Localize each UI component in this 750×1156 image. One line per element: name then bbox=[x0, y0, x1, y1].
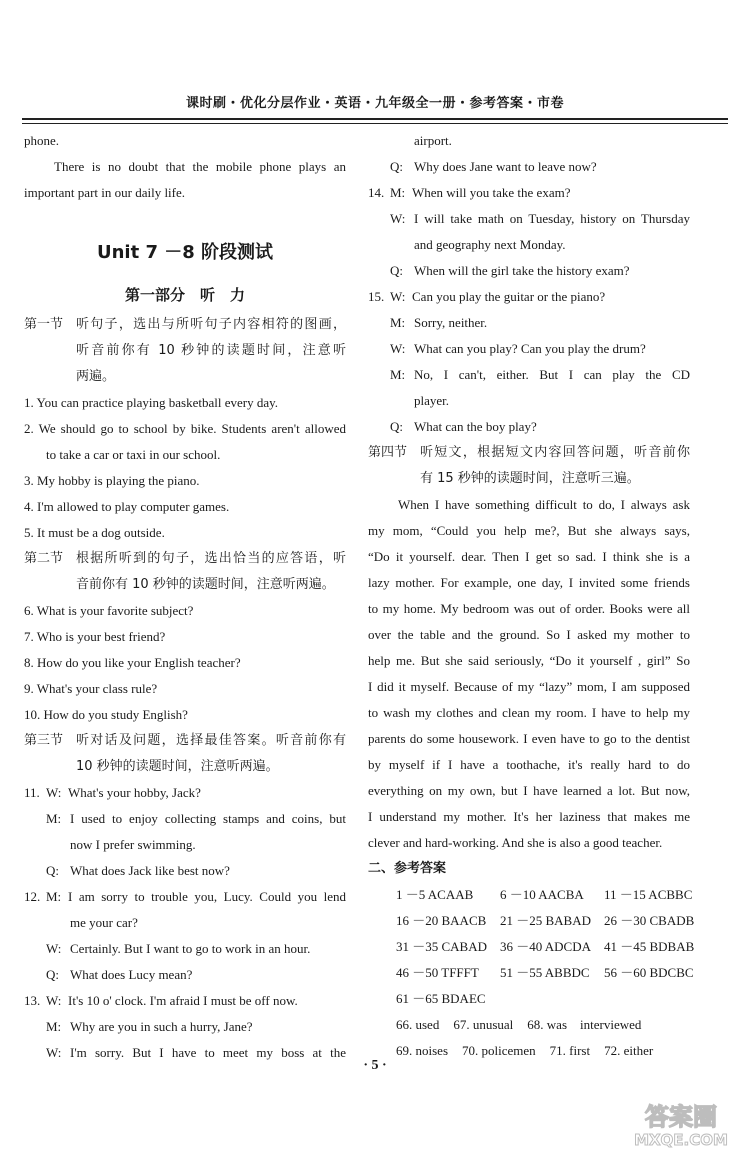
speaker: M: bbox=[46, 889, 62, 904]
dialog-line bbox=[24, 988, 346, 1014]
right-column bbox=[368, 128, 695, 1064]
speaker: M: bbox=[390, 367, 406, 382]
instruction-line: 听音前你有 10 秒钟的读题时间，注意听 bbox=[76, 343, 346, 358]
dialog-text: When will the girl take the history exam? bbox=[414, 263, 630, 278]
speaker: W: bbox=[390, 211, 406, 226]
speaker: Q: bbox=[390, 159, 403, 174]
dialog-line bbox=[24, 962, 346, 988]
dialog-number: 13. bbox=[24, 993, 41, 1008]
speaker: W: bbox=[46, 993, 62, 1008]
instruction-line: 10 秒钟的读题时间，注意听两遍。 bbox=[76, 759, 279, 774]
dialog-number: 14. bbox=[368, 185, 385, 200]
dialog-text: What does Lucy mean? bbox=[70, 967, 193, 982]
passage-line: to my home. My bedroom was out of order. Books were all bbox=[368, 601, 690, 616]
answer-row bbox=[368, 908, 695, 934]
answer-group: 31 －35 CABAD bbox=[396, 939, 488, 954]
dialog-text: I used to enjoy collecting stamps and coins, but bbox=[70, 811, 346, 826]
watermark-url: MXQE.COM bbox=[634, 1131, 728, 1149]
answer-group: 1 －5 ACAAB bbox=[396, 887, 474, 902]
passage-line: to wash my clothes and clean my room. I have to help my bbox=[368, 705, 690, 720]
section-4-instruction bbox=[368, 440, 690, 492]
dialog-number: 11. bbox=[24, 785, 40, 800]
dialog-line bbox=[368, 154, 690, 180]
dialog-text: I will take math on Tuesday, history on Thursday bbox=[414, 211, 690, 226]
running-header: 课时刷・优化分层作业・英语・九年级全一册・参考答案・市卷 bbox=[185, 96, 564, 111]
dialog-text: When will you take the exam? bbox=[412, 185, 571, 200]
section-3-instruction bbox=[24, 728, 346, 780]
watermark-text: 答案圈 bbox=[645, 1103, 717, 1131]
dialog-line bbox=[24, 780, 346, 806]
word-answer: 66. used bbox=[396, 1017, 440, 1032]
left-column bbox=[24, 128, 346, 1066]
header-rule-thin bbox=[22, 123, 728, 124]
section-2-instruction bbox=[24, 546, 346, 598]
passage-line: by myself if I have a toothache, it's really hard to do bbox=[368, 757, 690, 772]
question-item: 8. How do you like your English teacher? bbox=[24, 655, 241, 670]
answers-heading: 二、参考答案 bbox=[368, 861, 447, 876]
speaker bbox=[24, 832, 70, 858]
question-item: 9. What's your class rule? bbox=[24, 681, 158, 696]
instruction-line: 有 15 秒钟的读题时间，注意听三遍。 bbox=[420, 471, 640, 486]
dialog-line bbox=[24, 936, 346, 962]
speaker bbox=[368, 388, 414, 414]
intro-line: important part in our daily life. bbox=[24, 185, 186, 200]
part-title: 第一部分 听 力 bbox=[124, 286, 245, 304]
dialog-text: It's 10 o' clock. I'm afraid I must be off now. bbox=[68, 993, 298, 1008]
answer-group: 41 －45 BDBAB bbox=[604, 939, 695, 954]
instruction-line: 根据所听到的句子，选出恰当的应答语，听 bbox=[76, 551, 346, 566]
answer-group: 46 －50 TFFFT bbox=[396, 965, 479, 980]
speaker: W: bbox=[390, 289, 406, 304]
speaker: M: bbox=[390, 185, 406, 200]
passage-line: “Do it yourself. dear. Then I get so sad. I think she is a bbox=[368, 549, 690, 564]
page-number: · 5 · bbox=[363, 1058, 387, 1073]
dialog-line bbox=[24, 884, 346, 910]
passage-line: everything on my own, but I have learned a lot. But now, bbox=[368, 783, 690, 798]
speaker: Q: bbox=[46, 967, 59, 982]
passage-line: help me. But she said seriously, “Do it yourself , girl” So bbox=[368, 653, 690, 668]
question-item: 2. We should go to school by bike. Students aren't allowed bbox=[24, 421, 346, 436]
section-1-instruction bbox=[24, 312, 346, 390]
passage-line: clever and hard-working. And she is also a good teacher. bbox=[368, 835, 663, 850]
dialog-text: I am sorry to trouble you, Lucy. Could you lend bbox=[68, 889, 346, 904]
answer-row bbox=[368, 960, 694, 986]
speaker bbox=[368, 232, 414, 258]
passage-line: lazy mother. For example, one day, I invited some friends bbox=[368, 575, 690, 590]
dialog-text: No, I can't, either. But I can play the CD bbox=[414, 367, 690, 382]
question-item: 7. Who is your best friend? bbox=[24, 629, 166, 644]
passage-line: over the table and the ground. So I asked my mother to bbox=[368, 627, 690, 642]
dialog-line bbox=[368, 310, 690, 336]
passage-line: When I have something difficult to do, I always ask bbox=[398, 497, 690, 512]
dialog-text: I'm sorry. But I have to meet my boss at the bbox=[70, 1045, 346, 1060]
dialog-text: Can you play the guitar or the piano? bbox=[412, 289, 606, 304]
answer-group: 6 －10 AACBA bbox=[500, 887, 584, 902]
dialog-number: 12. bbox=[24, 889, 41, 904]
intro-line: phone. bbox=[24, 133, 60, 148]
unit-title: Unit 7 －8 阶段测试 bbox=[96, 242, 274, 263]
dialog-line bbox=[368, 128, 690, 154]
answer-group: 16 －20 BAACB bbox=[396, 913, 487, 928]
question-item: 10. How do you study English? bbox=[24, 707, 188, 722]
dialog-text: What's your hobby, Jack? bbox=[68, 785, 201, 800]
speaker: W: bbox=[46, 1045, 62, 1060]
dialog-text: now I prefer swimming. bbox=[70, 837, 196, 852]
question-item: 6. What is your favorite subject? bbox=[24, 603, 194, 618]
question-item: 5. It must be a dog outside. bbox=[24, 525, 165, 540]
answer-group: 21 －25 BABAD bbox=[500, 913, 592, 928]
section-label: 第一节 bbox=[24, 317, 64, 332]
answer-group: 56 －60 BDCBC bbox=[604, 965, 694, 980]
speaker: Q: bbox=[46, 863, 59, 878]
dialog-number: 15. bbox=[368, 289, 385, 304]
word-answer: 72. either bbox=[604, 1043, 654, 1058]
instruction-line: 音前你有 10 秒钟的读题时间，注意听两遍。 bbox=[76, 577, 335, 592]
dialog-line bbox=[24, 1014, 346, 1040]
instruction-line: 听句子，选出与所听句子内容相符的图画， bbox=[76, 317, 346, 332]
dialog-line bbox=[368, 414, 690, 440]
answer-row bbox=[368, 934, 695, 960]
dialog-line bbox=[368, 336, 690, 362]
passage-line: my mom, “Could you help me?, But she always says, bbox=[368, 523, 690, 538]
speaker: W: bbox=[46, 785, 62, 800]
watermark-logo bbox=[618, 1098, 744, 1150]
header-rule bbox=[22, 118, 728, 120]
speaker: Q: bbox=[390, 419, 403, 434]
dialog-text: What does Jack like best now? bbox=[70, 863, 230, 878]
question-item: 3. My hobby is playing the piano. bbox=[24, 473, 200, 488]
speaker bbox=[24, 910, 70, 936]
dialog-text: and geography next Monday. bbox=[414, 237, 566, 252]
answer-group: 26 －30 CBADB bbox=[604, 913, 695, 928]
word-answer: 69. noises bbox=[396, 1043, 448, 1058]
instruction-line: 听对话及问题，选择最佳答案。听音前你有 bbox=[76, 733, 346, 748]
speaker bbox=[368, 128, 414, 154]
dialog-line bbox=[368, 258, 690, 284]
word-answer: 70. policemen bbox=[462, 1043, 536, 1058]
dialog-line bbox=[368, 206, 690, 232]
dialog-text: Why are you in such a hurry, Jane? bbox=[70, 1019, 253, 1034]
instruction-line: 两遍。 bbox=[76, 369, 116, 384]
speaker: M: bbox=[46, 1019, 62, 1034]
instruction-line: 听短文，根据短文内容回答问题，听音前你 bbox=[420, 445, 690, 460]
dialog-text: What can the boy play? bbox=[414, 419, 537, 434]
answer-row bbox=[368, 882, 693, 908]
section-label: 第二节 bbox=[24, 551, 64, 566]
dialog-text: Why does Jane want to leave now? bbox=[414, 159, 597, 174]
word-answer: 67. unusual bbox=[453, 1017, 514, 1032]
word-answer-row bbox=[368, 1012, 690, 1038]
intro-line: There is no doubt that the mobile phone plays an bbox=[54, 159, 346, 174]
question-item-cont: to take a car or taxi in our school. bbox=[46, 447, 221, 462]
dialog-line bbox=[368, 232, 690, 258]
word-answer: 71. first bbox=[549, 1043, 591, 1058]
dialog-text: What can you play? Can you play the drum? bbox=[414, 341, 646, 356]
passage-line: parents do some housework. I even have to go to the dentist bbox=[368, 731, 690, 746]
question-item: 1. You can practice playing basketball every day. bbox=[24, 395, 279, 410]
section-label: 第四节 bbox=[368, 445, 408, 460]
speaker: W: bbox=[46, 941, 62, 956]
answer-group: 11 －15 ACBBC bbox=[604, 887, 693, 902]
dialog-text: Certainly. But I want to go to work in an hour. bbox=[70, 941, 311, 956]
dialog-line bbox=[24, 806, 346, 832]
dialog-line bbox=[368, 362, 690, 388]
answer-group: 36 －40 ADCDA bbox=[500, 939, 592, 954]
dialog-line bbox=[368, 388, 690, 414]
word-answer: 68. was interviewed bbox=[527, 1017, 642, 1032]
dialog-line bbox=[24, 858, 346, 884]
dialog-line bbox=[24, 832, 346, 858]
question-item: 4. I'm allowed to play computer games. bbox=[24, 499, 230, 514]
dialog-text: Sorry, neither. bbox=[414, 315, 488, 330]
passage-line: I did it myself. Because of my “lazy” mom, I am supposed bbox=[368, 679, 690, 694]
dialog-text: airport. bbox=[414, 133, 452, 148]
dialog-text: me your car? bbox=[70, 915, 138, 930]
dialog-line bbox=[368, 180, 690, 206]
dialog-text: player. bbox=[414, 393, 450, 408]
answer-group: 61 －65 BDAEC bbox=[396, 991, 486, 1006]
speaker: M: bbox=[390, 315, 406, 330]
dialog-line bbox=[368, 284, 690, 310]
speaker: M: bbox=[46, 811, 62, 826]
answer-group: 51 －55 ABBDC bbox=[500, 965, 590, 980]
dialog-line bbox=[24, 910, 346, 936]
speaker: W: bbox=[390, 341, 406, 356]
passage-line: I understand my mother. It's her laziness that makes me bbox=[368, 809, 690, 824]
section-label: 第三节 bbox=[24, 733, 64, 748]
speaker: Q: bbox=[390, 263, 403, 278]
answer-row bbox=[368, 986, 690, 1012]
